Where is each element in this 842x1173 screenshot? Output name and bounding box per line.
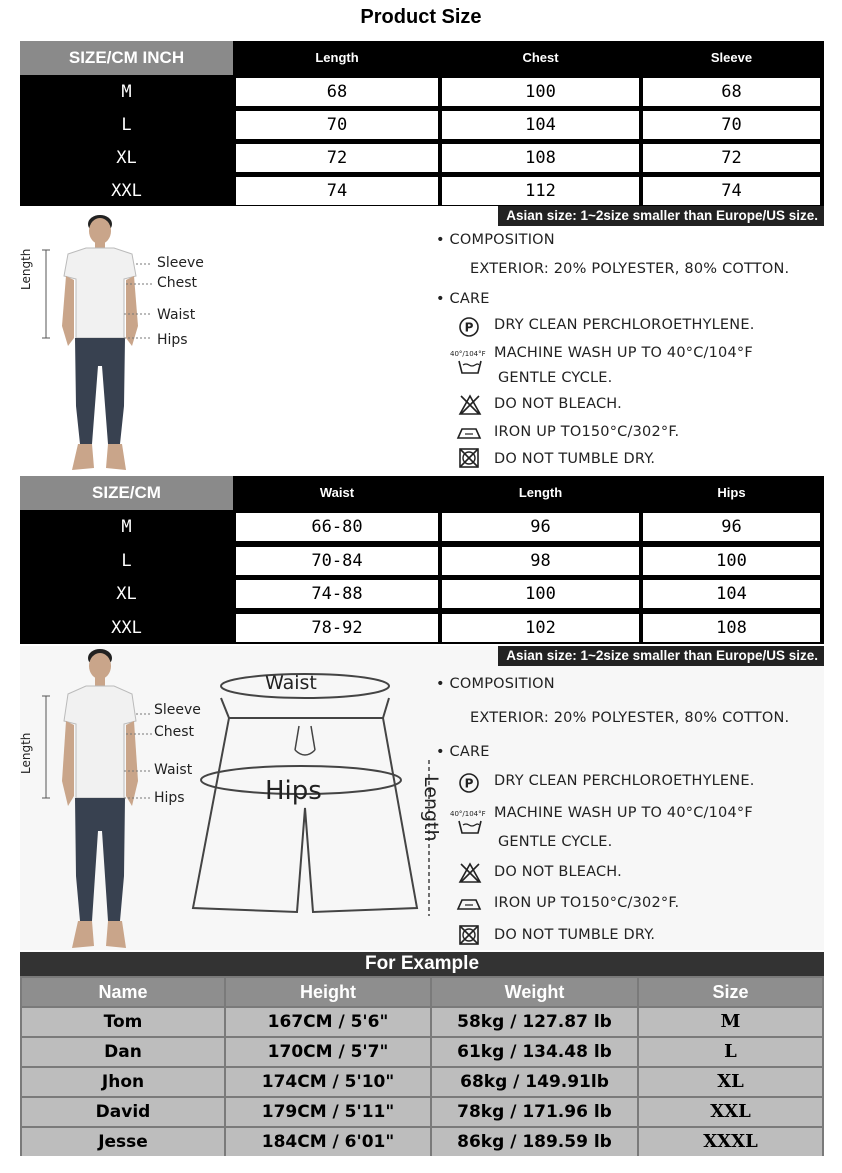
example-cell-size: XL [639,1068,822,1096]
dry-clean-text: DRY CLEAN PERCHLOROETHYLENE. [494,773,755,789]
length-label: Length [19,248,33,290]
composition-text: EXTERIOR: 20% POLYESTER, 80% COTTON. [470,261,790,277]
iron-icon [456,425,482,441]
table-cell: 96 [643,513,820,541]
size-label: L [121,551,132,571]
table-cell: 68 [643,78,820,106]
header-cell: SIZE/CM INCH [20,41,233,75]
model-figure [20,206,250,474]
table-cell: 108 [643,614,820,642]
no-bleach-icon [458,394,482,416]
chest-label: Chest [154,724,195,740]
table-row [20,108,824,142]
care-title: • CARE [436,744,490,760]
size-label: L [121,115,132,135]
length-label: Length [19,732,33,774]
svg-text:P: P [464,320,474,335]
table-cell: 100 [442,78,639,106]
wash-temp-label: 40°/104°F [450,810,486,818]
composition-title: • COMPOSITION [436,232,555,248]
svg-text:P: P [464,776,474,791]
page-title: Product Size [360,6,482,28]
wash-icon [457,358,483,376]
table-cell: 70 [643,111,820,139]
iron-text: IRON UP TO150°C/302°F. [494,895,680,911]
header-cell: Waist [319,485,355,500]
table-row [20,174,824,208]
shorts-waist-label: Waist [265,672,317,694]
example-cell-height: 174CM / 5'10" [226,1068,430,1096]
composition-title: • COMPOSITION [436,676,555,692]
example-cell-size: L [639,1038,822,1066]
top-size-table [20,41,824,206]
table-row [20,75,824,109]
table-cell: 74-88 [236,580,438,608]
example-header-cell: Weight [432,978,637,1006]
top-info-section [20,206,824,474]
size-label: XL [116,584,137,604]
example-header-cell: Name [22,978,224,1006]
example-cell-name: Jhon [22,1068,224,1096]
table-cell: 112 [442,177,639,205]
example-cell-size: M [639,1008,822,1036]
asian-size-banner: Asian size: 1~2size smaller than Europe/US size. [498,206,824,226]
table-row [20,611,824,645]
table-header [20,41,824,75]
wash-text-line1: MACHINE WASH UP TO 40°C/104°F [494,345,753,361]
sleeve-label: Sleeve [154,702,201,718]
no-tumble-dry-icon [458,447,480,469]
example-cell-weight: 61kg / 134.48 lb [432,1038,637,1066]
wash-text-line2: GENTLE CYCLE. [498,370,613,386]
table-cell: 70-84 [236,547,438,575]
table-cell: 74 [236,177,438,205]
wash-text-line1: MACHINE WASH UP TO 40°C/104°F [494,805,753,821]
dry-clean-text: DRY CLEAN PERCHLOROETHYLENE. [494,317,755,333]
no-tumble-dry-text: DO NOT TUMBLE DRY. [494,451,656,467]
table-cell: 98 [442,547,639,575]
bottom-size-table [20,476,824,644]
chest-label: Chest [157,275,198,291]
header-cell: Length [518,485,563,500]
bottom-info-section [20,646,824,950]
example-cell-size: XXXL [639,1128,822,1156]
header-cell: Length [315,50,359,65]
header-cell: Hips [717,485,746,500]
composition-text: EXTERIOR: 20% POLYESTER, 80% COTTON. [470,710,790,726]
example-table [20,952,824,1156]
no-bleach-text: DO NOT BLEACH. [494,864,622,880]
table-cell: 108 [442,144,639,172]
waist-label: Waist [154,762,193,778]
table-cell: 104 [442,111,639,139]
size-label: XXL [111,181,142,201]
table-cell: 100 [643,547,820,575]
size-label: M [121,82,132,102]
table-row [20,510,824,544]
size-label: XXL [111,618,142,638]
table-cell: 96 [442,513,639,541]
table-cell: 66-80 [236,513,438,541]
header-cell: Sleeve [710,50,753,65]
example-cell-weight: 68kg / 149.91lb [432,1068,637,1096]
example-cell-name: Dan [22,1038,224,1066]
example-cell-height: 179CM / 5'11" [226,1098,430,1126]
no-bleach-icon [458,862,482,884]
example-title: For Example [20,952,824,976]
table-row [20,141,824,175]
table-cell: 78-92 [236,614,438,642]
sleeve-label: Sleeve [157,255,204,271]
shorts-diagram [185,668,455,948]
care-title: • CARE [436,291,490,307]
hips-label: Hips [157,332,188,348]
table-row [20,544,824,578]
example-cell-weight: 58kg / 127.87 lb [432,1008,637,1036]
size-label: XL [116,148,137,168]
waist-label: Waist [157,307,196,323]
iron-text: IRON UP TO150°C/302°F. [494,424,680,440]
example-cell-size: XXL [639,1098,822,1126]
example-cell-height: 184CM / 6'01" [226,1128,430,1156]
wash-text-line2: GENTLE CYCLE. [498,834,613,850]
table-cell: 102 [442,614,639,642]
table-cell: 72 [643,144,820,172]
shorts-hips-label: Hips [265,776,322,806]
no-tumble-dry-text: DO NOT TUMBLE DRY. [494,927,656,943]
iron-icon [456,896,482,912]
hips-label: Hips [154,790,185,806]
header-cell: SIZE/CM [20,476,233,510]
example-cell-weight: 78kg / 171.96 lb [432,1098,637,1126]
wash-icon [457,818,483,836]
table-cell: 68 [236,78,438,106]
example-cell-name: David [22,1098,224,1126]
wash-temp-label: 40°/104°F [450,350,486,358]
table-header [20,476,824,510]
example-header-cell: Size [639,978,822,1006]
table-cell: 72 [236,144,438,172]
example-cell-height: 170CM / 5'7" [226,1038,430,1066]
example-cell-weight: 86kg / 189.59 lb [432,1128,637,1156]
shorts-length-label: Length [420,776,442,842]
dry-clean-icon [458,772,480,794]
asian-size-banner: Asian size: 1~2size smaller than Europe/US size. [498,646,824,666]
table-cell: 74 [643,177,820,205]
table-row [20,577,824,611]
dry-clean-icon [458,316,480,338]
no-tumble-dry-icon [458,924,480,946]
size-label: M [121,517,132,537]
no-bleach-text: DO NOT BLEACH. [494,396,622,412]
table-cell: 100 [442,580,639,608]
table-cell: 104 [643,580,820,608]
table-cell: 70 [236,111,438,139]
example-header-cell: Height [226,978,430,1006]
header-cell: Chest [522,50,559,65]
example-cell-height: 167CM / 5'6" [226,1008,430,1036]
example-cell-name: Jesse [22,1128,224,1156]
example-cell-name: Tom [22,1008,224,1036]
